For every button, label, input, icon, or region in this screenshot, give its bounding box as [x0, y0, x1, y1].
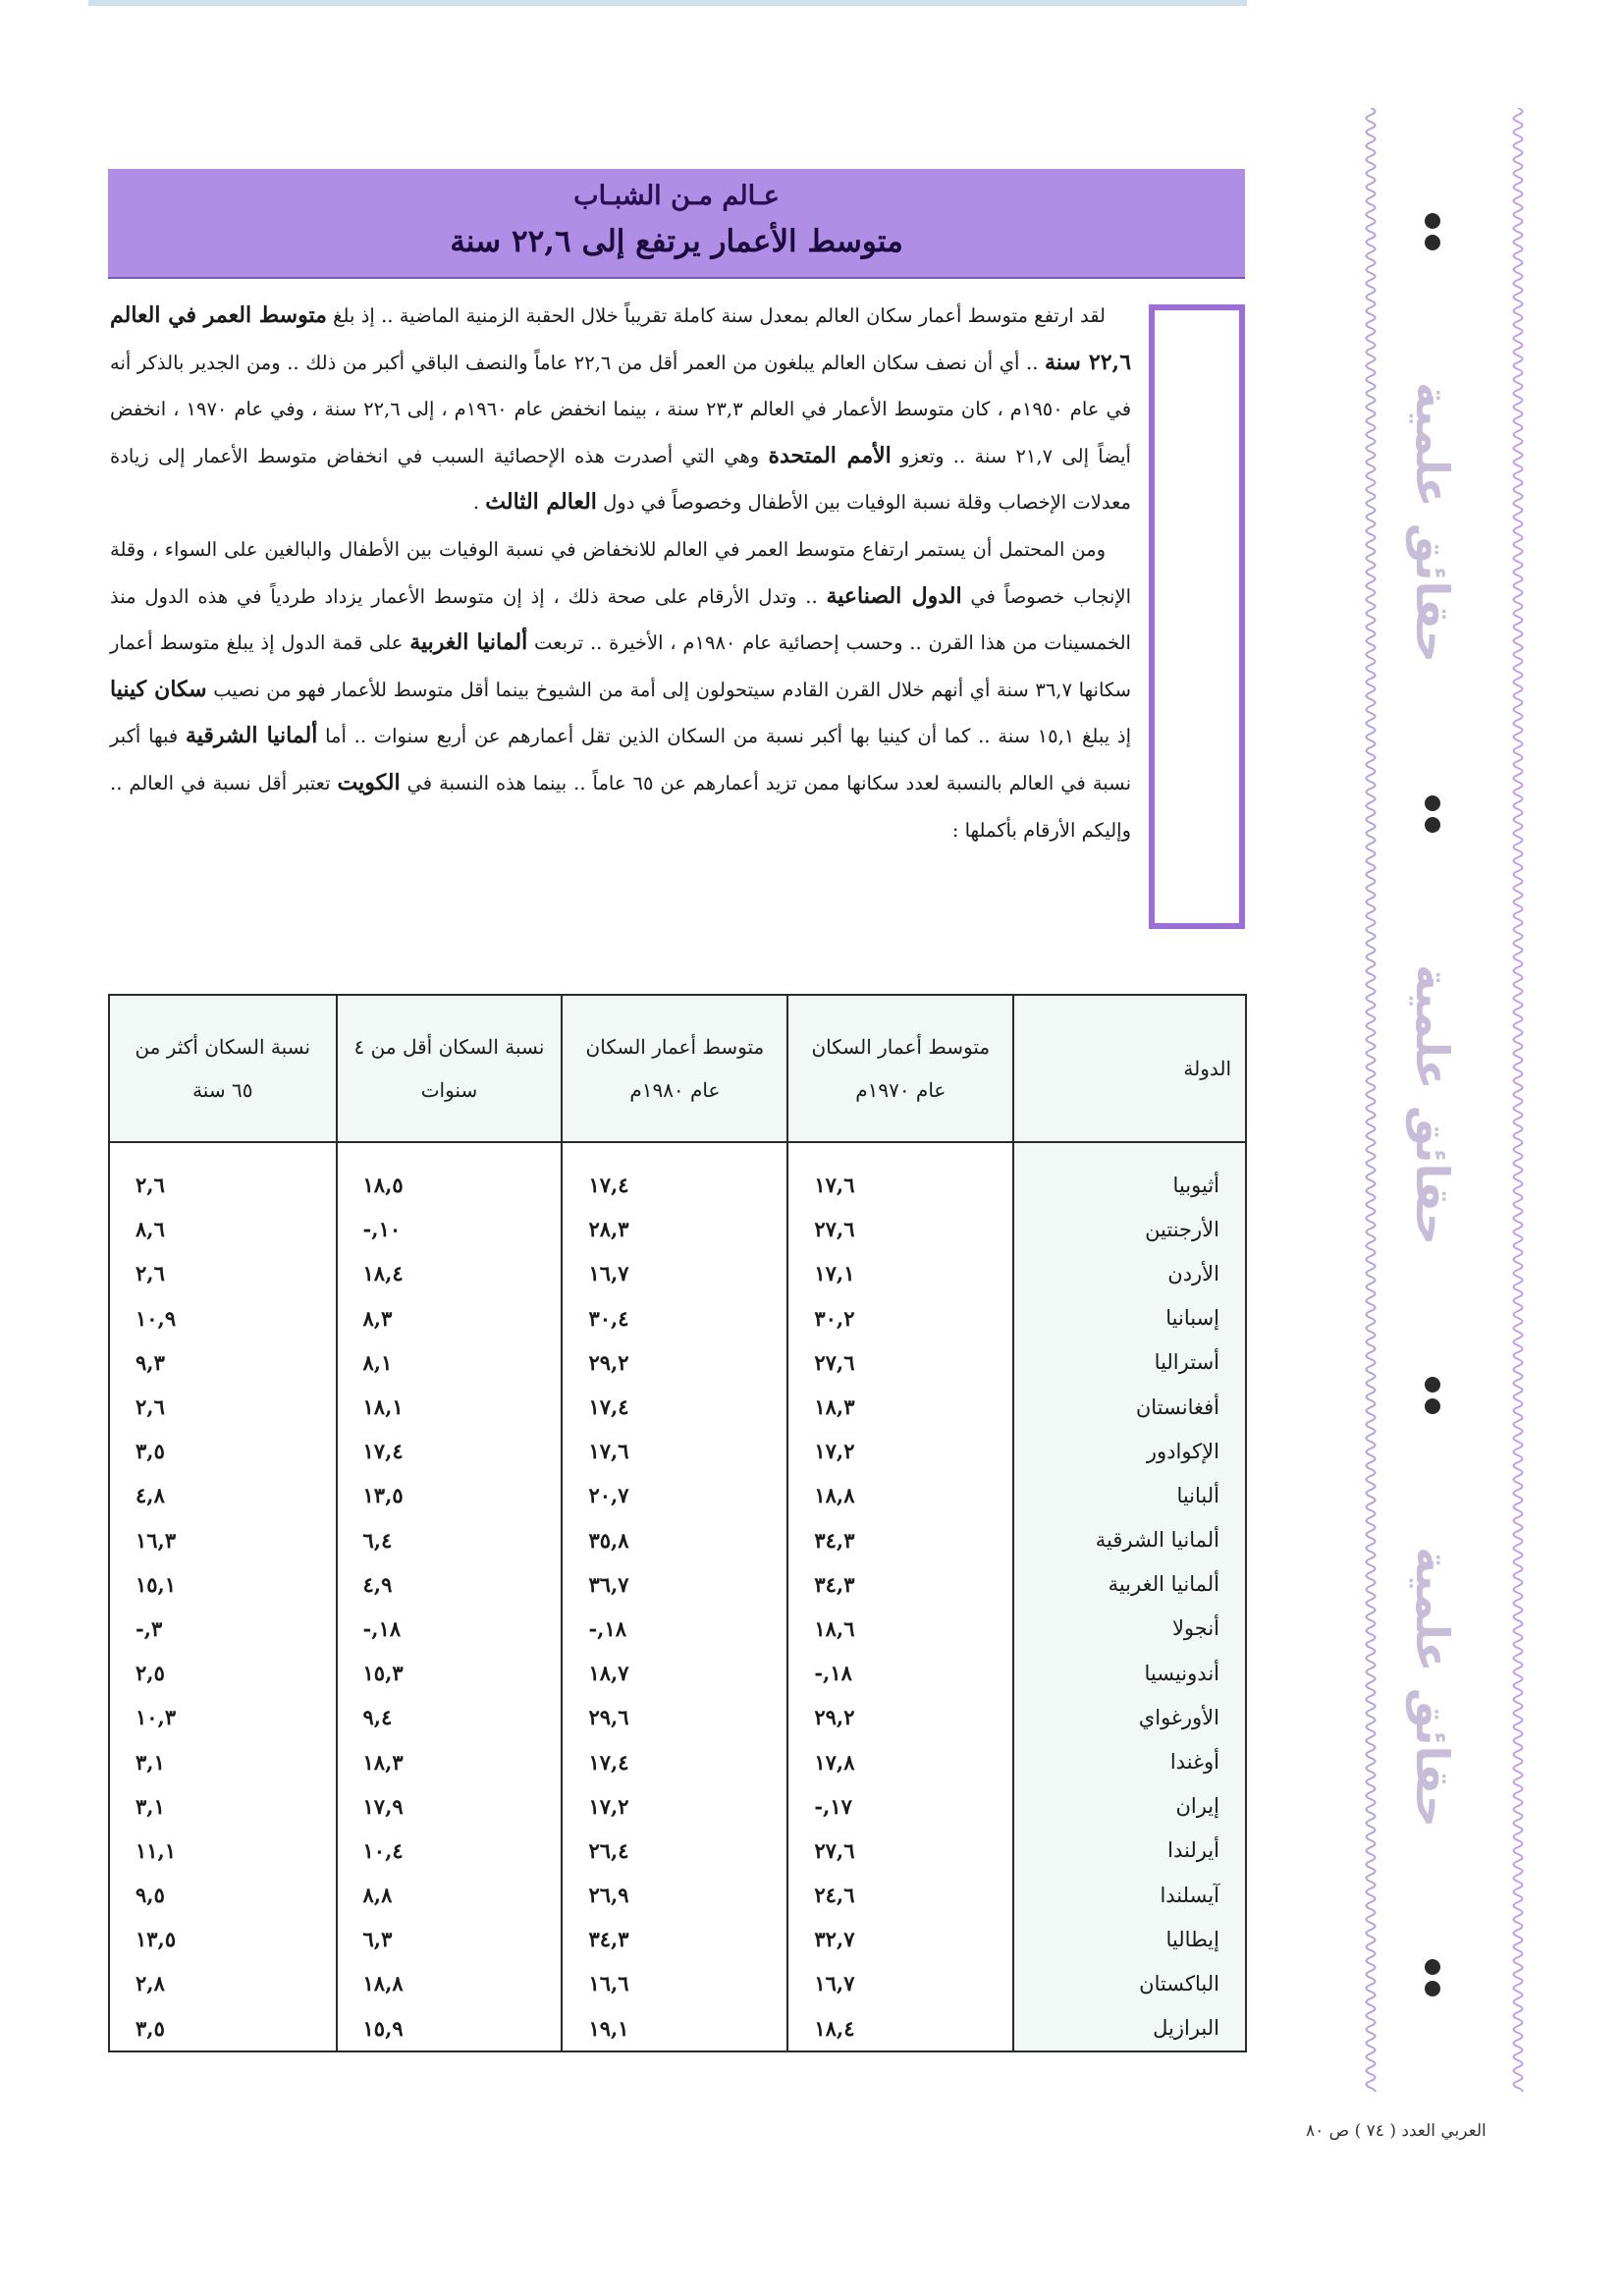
value-cell: ١٠,٩ — [109, 1296, 337, 1340]
value-cell: ١٨,٣ — [337, 1739, 563, 1783]
table-row — [109, 1385, 1246, 1429]
value-cell: ١٦,٧ — [787, 1961, 1013, 2005]
table-row — [109, 1340, 1246, 1385]
country-cell: الإكوادور — [1013, 1429, 1246, 1473]
country-cell: الأردن — [1013, 1251, 1246, 1295]
table-row — [109, 1784, 1246, 1829]
value-cell: ٦,٣ — [337, 1917, 563, 1961]
country-cell: إيران — [1013, 1784, 1246, 1829]
value-cell: ٣,٥ — [109, 1429, 337, 1473]
text-run: .. وتدل الأرقام على صحة ذلك ، إذ إن متوسط الأعمار يزداد طردياً في هذه الدول منذ الخمسينات من هذا القرن .. وحسب إحصائية عام ١٩٨٠م ، الأخيرة .. تربعت — [110, 584, 1131, 655]
value-cell: ٣٥,٨ — [562, 1518, 787, 1562]
table-row — [109, 1651, 1246, 1695]
header-country: الدولة — [1013, 995, 1246, 1142]
text-run: إذ يبلغ ١٥,١ سنة .. كما أن كينيا بها أكبر نسبة من السكان الذين تقل أعمارهم عن أربع سنوات .. أما — [317, 725, 1131, 748]
sidebar-brand-strip — [1402, 147, 1463, 2062]
value-cell: ١٥,٣ — [337, 1651, 563, 1695]
value-cell: ١٨,٨ — [787, 1473, 1013, 1517]
text-run: وهي التي أصدرت هذه الإحصائية السبب في انخفاض متوسط الأعمار إلى زيادة معدلات الإخصاب وقلة نسبة الوفيات بين الأطفال وخصوصاً في دول — [110, 444, 1131, 515]
table-row — [109, 1961, 1246, 2005]
value-cell: ٣٢,٧ — [787, 1917, 1013, 1961]
value-cell: ٨,١ — [337, 1340, 563, 1385]
top-rule — [88, 0, 1247, 6]
value-cell: ٢٧,٦ — [787, 1207, 1013, 1251]
value-cell: ١٠,- — [337, 1207, 563, 1251]
country-cell: ألمانيا الشرقية — [1013, 1518, 1246, 1562]
text-run: . — [472, 491, 486, 515]
value-cell: ٣٦,٧ — [562, 1562, 787, 1607]
value-cell: ٣٠,٤ — [562, 1296, 787, 1340]
text-run: لقد ارتفع متوسط أعمار سكان العالم بمعدل سنة كاملة تقريباً خلال الحقبة الزمنية الماضية .. إذ بلغ — [326, 304, 1106, 327]
header-avg-1970: متوسط أعمار السكان عام ١٩٧٠م — [787, 995, 1013, 1142]
value-cell: ٢٤,٦ — [787, 1873, 1013, 1917]
header-avg-1980: متوسط أعمار السكان عام ١٩٨٠م — [562, 995, 787, 1142]
value-cell: ١٧,٨ — [787, 1739, 1013, 1783]
bullet-dots — [1425, 1377, 1440, 1414]
highlight-term: الكويت — [337, 769, 401, 795]
table-row — [109, 1607, 1246, 1651]
table-row — [109, 1829, 1246, 1873]
text-run: تعتبر أقل نسبة في العالم .. وإليكم الأرقام بأكملها : — [110, 771, 1131, 842]
value-cell: ١٨,- — [562, 1607, 787, 1651]
value-cell: ١٠,٣ — [109, 1695, 337, 1739]
value-cell: ١٨,١ — [337, 1385, 563, 1429]
value-cell: ٢٧,٦ — [787, 1829, 1013, 1873]
country-cell: أنجولا — [1013, 1607, 1246, 1651]
table-row — [109, 1207, 1246, 1251]
value-cell: ٢٩,٢ — [562, 1340, 787, 1385]
text-run: فبها أكبر نسبة في العالم بالنسبة لعدد سكانها ممن تزيد أعمارهم عن ٦٥ عاماً .. بينما هذه النسبة في — [110, 725, 1131, 794]
bullet-dots — [1425, 213, 1440, 250]
value-cell: ١٩,١ — [562, 2006, 787, 2051]
country-cell: إسبانيا — [1013, 1296, 1246, 1340]
value-cell: ١٨,- — [337, 1607, 563, 1651]
table-row — [109, 1562, 1246, 1607]
country-cell: البرازيل — [1013, 2006, 1246, 2051]
value-cell: ٢٠,٧ — [562, 1473, 787, 1517]
value-cell: ٩,٣ — [109, 1340, 337, 1385]
value-cell: ٢,٨ — [109, 1961, 337, 2005]
value-cell: ١٧,٤ — [562, 1142, 787, 1207]
highlight-term: العالم الثالث — [485, 489, 597, 516]
country-cell: أستراليا — [1013, 1340, 1246, 1385]
country-cell: الباكستان — [1013, 1961, 1246, 2005]
value-cell: ٢٦,٩ — [562, 1873, 787, 1917]
country-cell: أفغانستان — [1013, 1385, 1246, 1429]
country-cell: إيطاليا — [1013, 1917, 1246, 1961]
country-cell: أوغندا — [1013, 1739, 1246, 1783]
value-cell: ١٨,- — [787, 1651, 1013, 1695]
bullet-dots — [1425, 1959, 1440, 1996]
value-cell: ٩,٥ — [109, 1873, 337, 1917]
value-cell: ١٨,٣ — [787, 1385, 1013, 1429]
value-cell: ١٦,٦ — [562, 1961, 787, 2005]
value-cell: ١٥,٩ — [337, 2006, 563, 2051]
table-row — [109, 1142, 1246, 1207]
value-cell: ٣٠,٢ — [787, 1296, 1013, 1340]
wave-border-left — [1360, 108, 1380, 2092]
table-row — [109, 1429, 1246, 1473]
value-cell: ١٨,٦ — [787, 1607, 1013, 1651]
value-cell: ١٧,٢ — [787, 1429, 1013, 1473]
value-cell: ٢,٦ — [109, 1385, 337, 1429]
country-cell: ألبانيا — [1013, 1473, 1246, 1517]
value-cell: ١٧,٤ — [337, 1429, 563, 1473]
value-cell: ١٠,٤ — [337, 1829, 563, 1873]
article-body — [110, 293, 1131, 853]
value-cell: ٢٨,٣ — [562, 1207, 787, 1251]
table-row — [109, 1518, 1246, 1562]
value-cell: ١٥,١ — [109, 1562, 337, 1607]
value-cell: ١٧,٦ — [562, 1429, 787, 1473]
bullet-dots — [1425, 795, 1440, 833]
value-cell: ١٧,٢ — [562, 1784, 787, 1829]
text-run: ومن المحتمل أن يستمر ارتفاع متوسط العمر في العالم للانخفاض في نسبة الوفيات بين الأطفال والبالغين على السواء ، وقلة الإنجاب خصوصاً في — [110, 537, 1131, 608]
brand-label: حقائق علمية — [1406, 963, 1459, 1245]
value-cell: ٣٤,٣ — [562, 1917, 787, 1961]
value-cell: ١٦,٣ — [109, 1518, 337, 1562]
value-cell: ٩,٤ — [337, 1695, 563, 1739]
table-row — [109, 1473, 1246, 1517]
value-cell: ١٨,٤ — [337, 1251, 563, 1295]
value-cell: ١٣,٥ — [337, 1473, 563, 1517]
text-run: .. أي أن نصف سكان العالم يبلغون من العمر أقل من ٢٢,٦ عاماً والنصف الباقي أكبر من ذلك .. ومن الجدير بالذكر أنه في عام ١٩٥٠م ، كان متوسط الأعمار في العالم ٢٣,٣ سنة ، بينما انخفض عام ١٩٦٠م ، إلى ٢٢,٦ سنة ، وفي عام ١٩٧٠ ، انخفض أيضاً إلى ٢١,٧ سنة .. وتعزو — [110, 351, 1132, 467]
page-footer: العربي العدد ( ٧٤ ) ص ٨٠ — [1306, 2121, 1487, 2141]
text-run: على قمة الدول إذ يبلغ متوسط أعمار سكانها ٣٦,٧ سنة أي أنهم خلال القرن القادم سيتحولون إلى أمة من الشيوخ بينما أقل متوسط للأعمار فهو من نصيب — [110, 631, 1131, 701]
table-row — [109, 1251, 1246, 1295]
highlight-term: متوسط العمر في العالم ٢٢,٦ سنة — [110, 302, 1132, 375]
country-cell: ألمانيا الغربية — [1013, 1562, 1246, 1607]
value-cell: ١٧,٦ — [787, 1142, 1013, 1207]
table-row — [109, 1296, 1246, 1340]
value-cell: ٢,٦ — [109, 1142, 337, 1207]
table-header-row — [109, 995, 1246, 1142]
table-row — [109, 1873, 1246, 1917]
country-cell: أيرلندا — [1013, 1829, 1246, 1873]
brand-label: حقائق علمية — [1406, 1546, 1459, 1828]
value-cell: ٨,٨ — [337, 1873, 563, 1917]
value-cell: ٤,٩ — [337, 1562, 563, 1607]
value-cell: ١٣,٥ — [109, 1917, 337, 1961]
table-row — [109, 1739, 1246, 1783]
value-cell: ٣,٥ — [109, 2006, 337, 2051]
country-cell: أثيوبيا — [1013, 1142, 1246, 1207]
value-cell: ٣٤,٣ — [787, 1562, 1013, 1607]
value-cell: ١٨,٨ — [337, 1961, 563, 2005]
value-cell: ٢,٥ — [109, 1651, 337, 1695]
value-cell: ٣,١ — [109, 1784, 337, 1829]
header-over-65: نسبة السكان أكثر من ٦٥ سنة — [109, 995, 337, 1142]
article-title: متوسط الأعمار يرتفع إلى ٢٢,٦ سنة — [450, 224, 903, 259]
value-cell: ١٨,٧ — [562, 1651, 787, 1695]
highlight-term: ألمانيا الشرقية — [185, 723, 318, 749]
article-header — [108, 169, 1245, 279]
table-row — [109, 1917, 1246, 1961]
highlight-term: الأمم المتحدة — [768, 442, 892, 468]
highlight-term: ألمانيا الغربية — [409, 629, 528, 656]
value-cell: ٣٤,٣ — [787, 1518, 1013, 1562]
value-cell: ١٧,١ — [787, 1251, 1013, 1295]
value-cell: ٦,٤ — [337, 1518, 563, 1562]
value-cell: ٨,٣ — [337, 1296, 563, 1340]
value-cell: ٢٩,٢ — [787, 1695, 1013, 1739]
country-cell: الأورغواي — [1013, 1695, 1246, 1739]
value-cell: ٢٩,٦ — [562, 1695, 787, 1739]
age-statistics-table — [108, 994, 1247, 2052]
wave-border-right — [1507, 108, 1527, 2092]
value-cell: ٢٦,٤ — [562, 1829, 787, 1873]
paragraph-1 — [110, 293, 1131, 526]
value-cell: ٣,١ — [109, 1739, 337, 1783]
value-cell: ١٧,٤ — [562, 1385, 787, 1429]
highlight-term: الدول الصناعية — [826, 582, 962, 609]
side-frame — [1149, 304, 1245, 929]
table-row — [109, 1695, 1246, 1739]
brand-label: حقائق علمية — [1406, 382, 1459, 664]
value-cell: ١٧,٤ — [562, 1739, 787, 1783]
value-cell: ١٧,- — [787, 1784, 1013, 1829]
value-cell: ٢,٦ — [109, 1251, 337, 1295]
table-row — [109, 2006, 1246, 2051]
value-cell: ٢٧,٦ — [787, 1340, 1013, 1385]
highlight-term: سكان كينيا — [110, 676, 207, 702]
header-under-4: نسبة السكان أقل من ٤ سنوات — [337, 995, 563, 1142]
value-cell: ١٦,٧ — [562, 1251, 787, 1295]
value-cell: ١١,١ — [109, 1829, 337, 1873]
country-cell: آيسلندا — [1013, 1873, 1246, 1917]
article-kicker: عـالم مـن الشبـاب — [573, 181, 780, 211]
value-cell: ١٨,٥ — [337, 1142, 563, 1207]
paragraph-2 — [110, 526, 1131, 853]
value-cell: ٣,- — [109, 1607, 337, 1651]
value-cell: ١٧,٩ — [337, 1784, 563, 1829]
country-cell: أندونيسيا — [1013, 1651, 1246, 1695]
value-cell: ٤,٨ — [109, 1473, 337, 1517]
value-cell: ٨,٦ — [109, 1207, 337, 1251]
country-cell: الأرجنتين — [1013, 1207, 1246, 1251]
value-cell: ١٨,٤ — [787, 2006, 1013, 2051]
